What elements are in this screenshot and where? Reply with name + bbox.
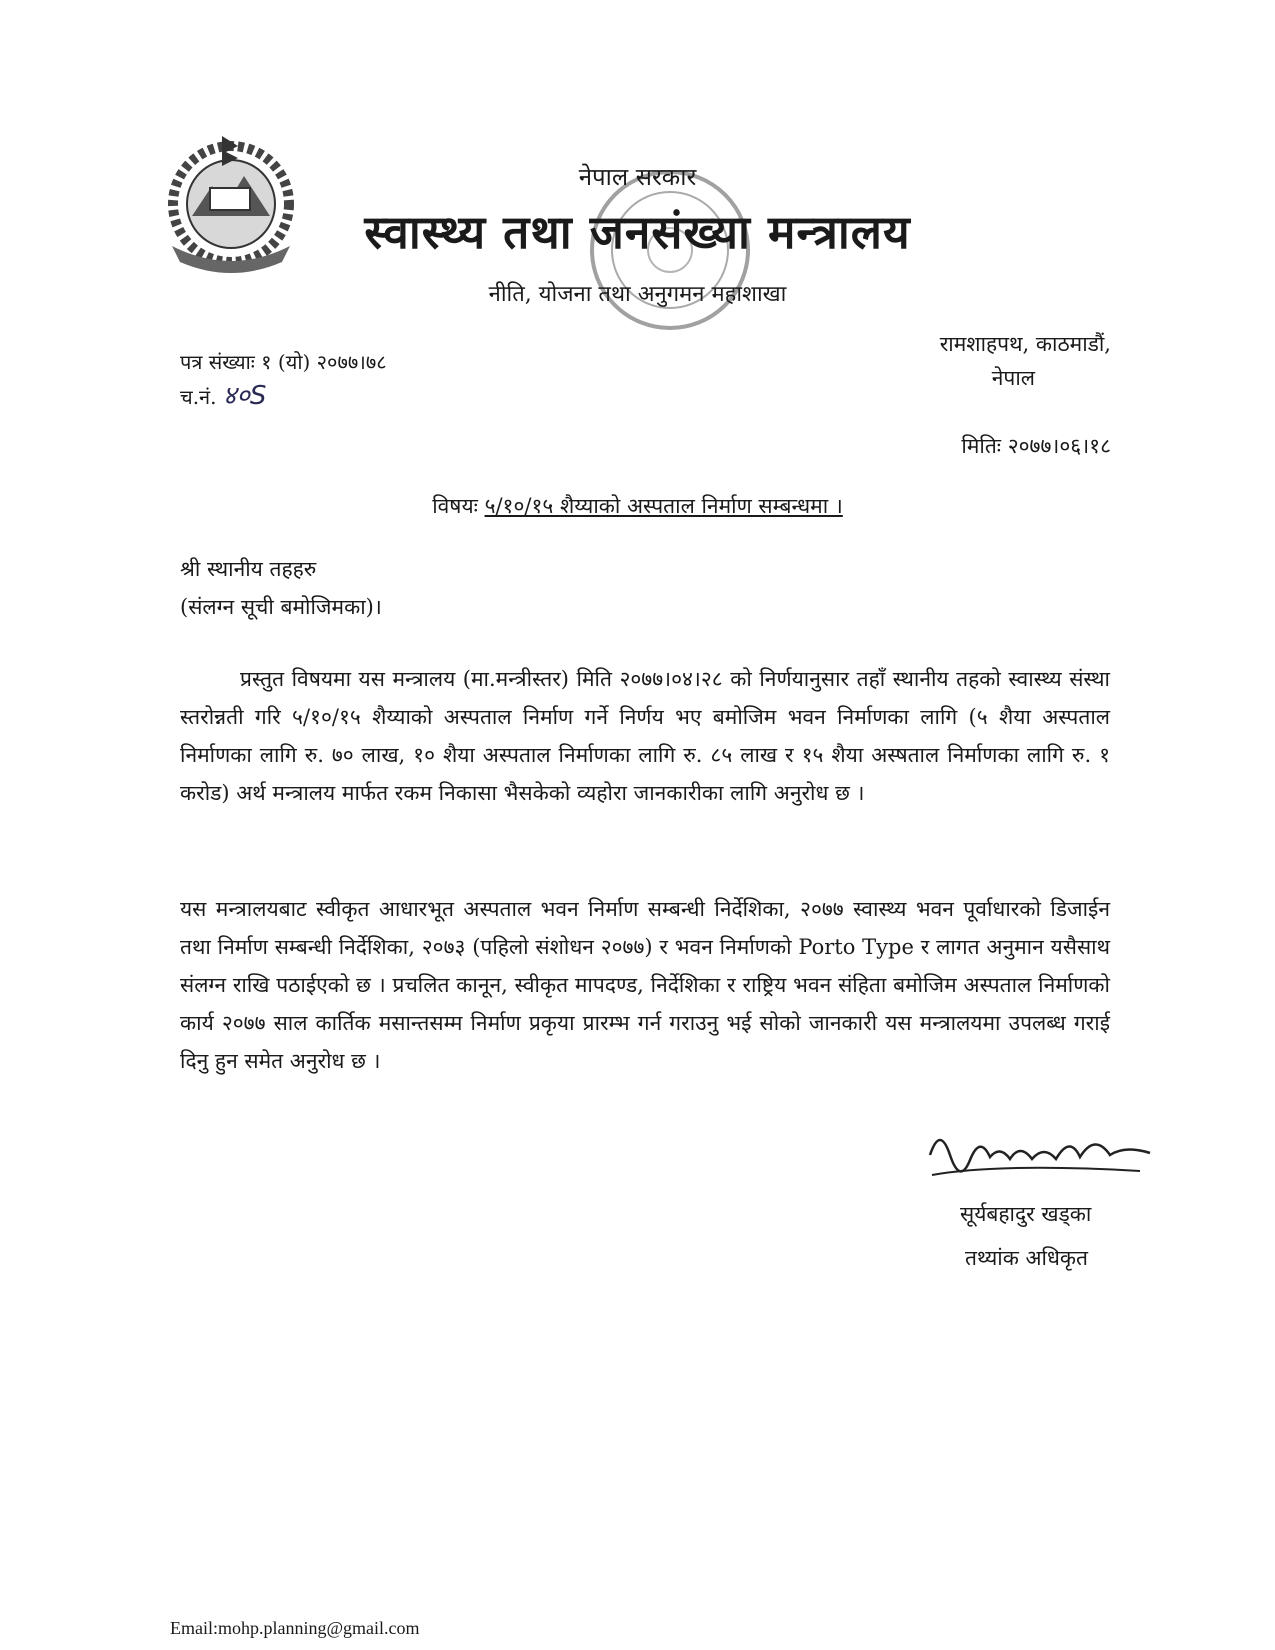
government-name: नेपाल सरकार [578,163,697,191]
handwritten-signature-icon [920,1115,1160,1195]
subject-text: ५/१०/१५ शैय्याको अस्पताल निर्माण सम्बन्धमा । [484,494,843,518]
address-line-1: रामशाहपथ, काठमाडौं, [939,332,1111,356]
chalan-label: च.नं. [180,385,217,409]
division-name: नीति, योजना तथा अनुगमन महाशाखा [488,282,787,307]
body-paragraph-1: प्रस्तुत विषयमा यस मन्त्रालय (मा.मन्त्रीस्तर) मिति २०७७।०४।२८ को निर्णयानुसार तहाँ स्थानीय तहको स्वास्थ्य संस्था स्तरोन्नती गरि ५/१०/१५ शैय्याको अस्पताल निर्माण गर्ने निर्णय भए बमोजिम भवन निर्माणका लागि (५ शैया अस्पताल निर्माणका लागि रु. ७० लाख, १० शैया अस्पताल निर्माणका लागि रु. ८५ लाख र १५ शैया अस्षताल निर्माणका लागि रु. १ करोड) अर्थ मन्त्रालय मार्फत रकम निकासा भैसकेको व्यहोरा जानकारीका लागि अनुरोध छ । [180,667,1110,805]
signatory-title: तथ्यांक अधिकृत [965,1246,1088,1270]
recipient-line-1: श्री स्थानीय तहहरु [180,557,317,581]
chalan-value: ४०S [222,381,267,411]
signatory-name: सूर्यबहादुर खड्का [960,1202,1092,1226]
ministry-title: स्वास्थ्य तथा जनसंख्या मन्त्रालय [364,205,911,259]
letter-date: मितिः २०७७।०६।१८ [961,434,1111,458]
subject-label: विषयः [432,494,478,518]
reference-number: पत्र संख्याः १ (यो) २०७७।७८ [180,350,387,374]
address-line-2: नेपाल [991,366,1035,390]
subject-line [0,492,1275,520]
footer-email: Email:mohp.planning@gmail.com [170,1618,420,1638]
body-paragraph-2: यस मन्त्रालयबाट स्वीकृत आधारभूत अस्पताल भवन निर्माण सम्बन्धी निर्देशिका, २०७७ स्वास्थ्य भवन पूर्वाधारको डिजाईन तथा निर्माण सम्बन्धी निर्देशिका, २०७३ (पहिलो संशोधन २०७७) र भवन निर्माणको Porto Type र लागत अनुमान यसैसाथ संलग्न राखि पठाईएको छ । प्रचलित कानून, स्वीकृत मापदण्ड, निर्देशिका र राष्ट्रिय भवन संहिता बमोजिम अस्पताल निर्माणको कार्य २०७७ साल कार्तिक मसान्तसम्म निर्माण प्रकृया प्रारम्भ गर्न गराउनु भई सोको जानकारी यस मन्त्रालयमा उपलब्ध गराई दिनु हुन समेत अनुरोध छ । [180,897,1110,1073]
recipient-line-2: (संलग्न सूची बमोजिमका)। [180,595,382,619]
chalan-number [180,376,266,412]
